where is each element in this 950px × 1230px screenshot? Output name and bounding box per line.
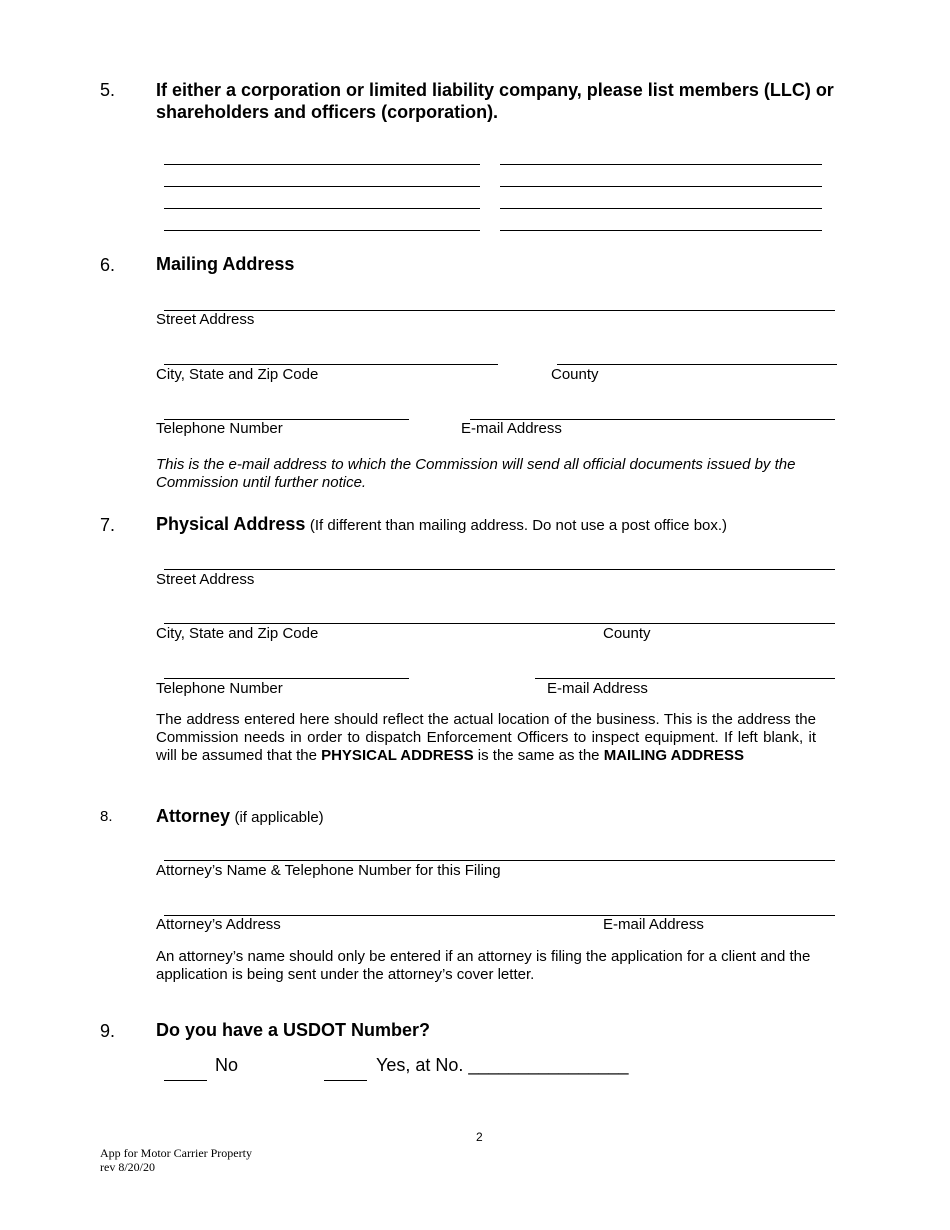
usdot-yes-label: Yes, at No. ________________	[376, 1055, 629, 1075]
usdot-yes-blank[interactable]	[324, 1066, 367, 1081]
mailing-phone-label: Telephone Number	[156, 420, 283, 437]
mailing-phone-field[interactable]	[164, 405, 409, 420]
footer-revision: rev 8/20/20	[100, 1160, 155, 1174]
member-line-left-2[interactable]	[164, 186, 480, 187]
section-5-heading: If either a corporation or limited liability company, please list members (LLC) or shareholders and officers (corporation).	[156, 80, 834, 122]
physical-county-label: County	[603, 625, 651, 642]
mailing-county-label: County	[551, 366, 599, 383]
section-8-title	[156, 806, 324, 827]
physical-city-label: City, State and Zip Code	[156, 625, 319, 642]
mailing-city-field[interactable]	[164, 350, 498, 365]
member-line-right-3[interactable]	[500, 208, 822, 209]
physical-city-county-field[interactable]	[164, 609, 835, 624]
section-7-title	[156, 514, 727, 535]
section-8-number: 8.	[100, 808, 113, 825]
member-line-right-4[interactable]	[500, 230, 822, 231]
usdot-no-blank[interactable]	[164, 1066, 207, 1081]
physical-phone-field[interactable]	[164, 664, 409, 679]
section-6-number: 6.	[100, 255, 116, 275]
section-9-heading: Do you have a USDOT Number?	[156, 1020, 431, 1040]
attorney-name-label: Attorney’s Name & Telephone Number for this Filing	[156, 862, 501, 879]
physical-note-text-1: The address entered here should reflect the actual location of the business. This is the address the Commission needs in order to dispatch Enforcement Officers to inspect equipment. If left blank, it will be assumed that the	[156, 711, 816, 764]
section-7-heading: Physical Address	[156, 514, 306, 534]
section-7-subheading: (If different than mailing address. Do not use a post office box.)	[309, 517, 728, 534]
physical-email-field[interactable]	[535, 664, 835, 679]
mailing-street-field[interactable]	[164, 296, 835, 311]
physical-note-bold-1: PHYSICAL ADDRESS	[321, 747, 474, 764]
section-6-heading: Mailing Address	[156, 254, 295, 274]
member-line-right-1[interactable]	[500, 164, 822, 165]
mailing-email-label: E-mail Address	[461, 420, 562, 437]
attorney-note: An attorney’s name should only be entered if an attorney is filing the application for a client and the application is being sent under the attorney’s cover letter.	[156, 948, 811, 983]
page-number: 2	[476, 1130, 483, 1144]
section-9-number: 9.	[100, 1021, 116, 1041]
mailing-city-label: City, State and Zip Code	[156, 366, 319, 383]
member-line-left-1[interactable]	[164, 164, 480, 165]
physical-phone-label: Telephone Number	[156, 680, 283, 697]
physical-note-text-2: is the same as the	[473, 747, 604, 764]
footer-form-title: App for Motor Carrier Property	[100, 1146, 252, 1160]
mailing-email-note: This is the e-mail address to which the Commission will send all official documents issued by the Commission until further notice.	[156, 456, 796, 491]
physical-address-note	[156, 711, 816, 765]
mailing-email-field[interactable]	[470, 405, 835, 420]
member-line-left-3[interactable]	[164, 208, 480, 209]
attorney-name-field[interactable]	[164, 846, 835, 861]
usdot-no-label: No	[215, 1055, 239, 1075]
attorney-address-field[interactable]	[164, 901, 835, 916]
physical-email-label: E-mail Address	[547, 680, 648, 697]
section-8-subheading: (if applicable)	[234, 809, 324, 826]
member-line-right-2[interactable]	[500, 186, 822, 187]
attorney-address-label: Attorney’s Address	[156, 916, 281, 933]
section-7-number: 7.	[100, 515, 116, 535]
physical-note-bold-2: MAILING ADDRESS	[603, 747, 744, 764]
section-8-heading: Attorney	[156, 806, 231, 826]
physical-street-label: Street Address	[156, 571, 255, 588]
member-line-left-4[interactable]	[164, 230, 480, 231]
mailing-street-label: Street Address	[156, 311, 255, 328]
attorney-email-label: E-mail Address	[603, 916, 704, 933]
section-5-number: 5.	[100, 80, 116, 100]
mailing-county-field[interactable]	[557, 350, 837, 365]
physical-street-field[interactable]	[164, 555, 835, 570]
